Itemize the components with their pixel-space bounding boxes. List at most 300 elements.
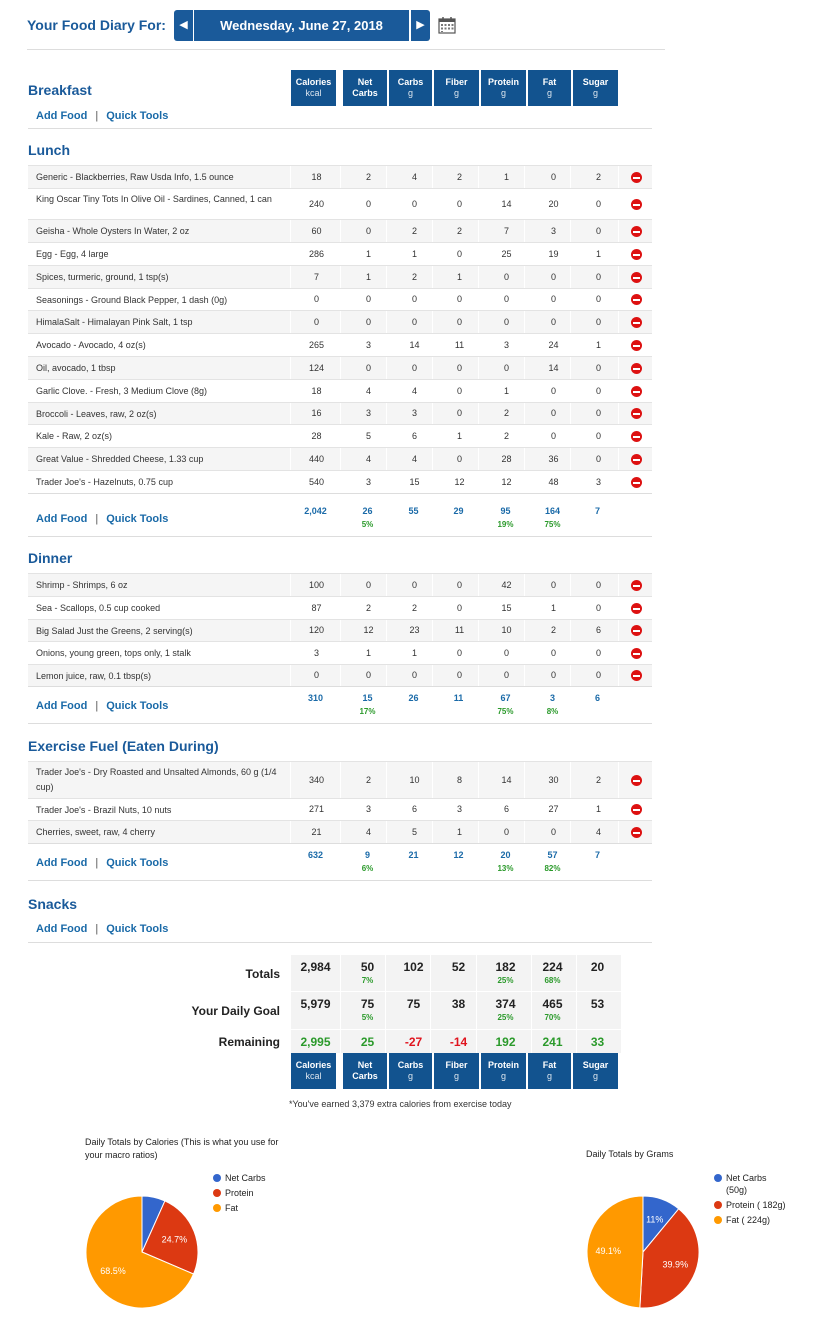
legend-label: Protein ( 182g) bbox=[726, 1200, 786, 1210]
food-row[interactable] bbox=[28, 402, 652, 424]
food-name[interactable]: Onions, young green, tops only, 1 stalk bbox=[36, 648, 191, 658]
add-food-link[interactable]: Add Food bbox=[36, 110, 88, 122]
column-separator bbox=[340, 334, 341, 357]
food-row[interactable] bbox=[28, 447, 652, 470]
meal-percent: 75% bbox=[544, 520, 561, 529]
column-separator bbox=[432, 380, 433, 403]
column-separator bbox=[340, 166, 341, 189]
meal-percent: 82% bbox=[544, 864, 561, 873]
nutrient-value: 7 bbox=[503, 225, 509, 236]
quick-tools-link[interactable]: Quick Tools bbox=[106, 923, 169, 935]
legend-label: Fat ( 224g) bbox=[726, 1215, 771, 1225]
column-separator bbox=[618, 166, 619, 189]
quick-tools-link[interactable]: Quick Tools bbox=[106, 857, 169, 869]
nutrient-value: 10 bbox=[501, 625, 512, 635]
nutrient-value: 0 bbox=[365, 225, 371, 236]
nutrient-value: 6 bbox=[411, 804, 417, 814]
meal-total: 6 bbox=[594, 693, 600, 703]
column-separator bbox=[570, 762, 571, 799]
column-label: Net bbox=[357, 1060, 373, 1070]
grams-chart-legend bbox=[714, 1172, 789, 1229]
nutrient-value: 0 bbox=[550, 670, 556, 680]
nutrient-value: 1 bbox=[503, 171, 509, 182]
column-separator bbox=[432, 642, 433, 665]
rows-bottom-divider bbox=[28, 686, 652, 687]
quick-tools-link[interactable]: Quick Tools bbox=[106, 513, 169, 525]
nutrient-value: 2 bbox=[411, 271, 417, 282]
column-separator bbox=[340, 311, 341, 334]
nutrient-value: 25 bbox=[501, 248, 512, 259]
column-separator bbox=[570, 642, 571, 665]
lunch-title: Lunch bbox=[28, 142, 70, 158]
column-separator bbox=[570, 334, 571, 357]
food-name[interactable]: Trader Joe's - Brazil Nuts, 10 nuts bbox=[36, 805, 172, 815]
column-separator bbox=[478, 574, 479, 597]
meal-total: 7 bbox=[594, 506, 600, 516]
calendar-icon[interactable] bbox=[438, 16, 456, 34]
food-name[interactable]: Lemon juice, raw, 0.1 tbsp(s) bbox=[36, 671, 152, 681]
nutrient-value: 4 bbox=[365, 453, 371, 464]
column-header-fiber bbox=[434, 1053, 479, 1089]
nutrient-value: 15 bbox=[409, 476, 420, 487]
nutrient-value: 1 bbox=[411, 248, 417, 259]
dinner-title: Dinner bbox=[28, 550, 73, 566]
meal-total: 29 bbox=[453, 506, 464, 516]
summary-value: 53 bbox=[590, 997, 605, 1011]
nutrient-value: 0 bbox=[503, 826, 509, 837]
column-separator bbox=[340, 597, 341, 620]
meal-percent: 5% bbox=[361, 520, 374, 529]
summary-value: 5,979 bbox=[300, 997, 331, 1011]
nutrient-value: 7 bbox=[313, 271, 319, 282]
column-separator bbox=[524, 166, 525, 189]
meal-percent: 8% bbox=[546, 707, 559, 716]
column-header-net bbox=[343, 70, 387, 106]
summary-percent: 68% bbox=[544, 976, 561, 985]
nutrient-value: 0 bbox=[365, 579, 371, 590]
delete-entry-icon[interactable] bbox=[631, 272, 642, 283]
food-name[interactable]: Sea - Scallops, 0.5 cup cooked bbox=[36, 603, 161, 613]
food-name[interactable]: King Oscar Tiny Tots In Olive Oil - Sardines, Canned, 1 can bbox=[36, 194, 272, 204]
column-separator bbox=[570, 574, 571, 597]
column-separator bbox=[570, 380, 571, 403]
column-separator bbox=[386, 425, 387, 448]
food-row[interactable] bbox=[28, 242, 652, 265]
summary-value: 75 bbox=[406, 997, 421, 1011]
column-separator bbox=[524, 380, 525, 403]
legend-swatch bbox=[714, 1174, 722, 1182]
nutrient-value: 0 bbox=[550, 316, 556, 327]
next-day-button[interactable] bbox=[411, 10, 430, 41]
delete-entry-icon[interactable] bbox=[631, 454, 642, 465]
column-separator bbox=[340, 243, 341, 266]
add-food-link[interactable]: Add Food bbox=[36, 857, 88, 869]
column-header-sugar bbox=[573, 1053, 618, 1089]
column-separator bbox=[386, 642, 387, 665]
column-separator bbox=[524, 597, 525, 620]
legend-label: Protein bbox=[225, 1188, 254, 1198]
column-separator bbox=[478, 311, 479, 334]
column-separator bbox=[340, 642, 341, 665]
column-header-calories bbox=[291, 70, 336, 106]
nutrient-value: 1 bbox=[595, 339, 601, 350]
food-name[interactable]: Garlic Clove. - Fresh, 3 Medium Clove (8g) bbox=[36, 386, 208, 396]
column-separator bbox=[290, 166, 291, 189]
column-separator bbox=[290, 220, 291, 243]
meal-total: 15 bbox=[362, 693, 373, 703]
column-separator bbox=[386, 380, 387, 403]
column-separator bbox=[478, 380, 479, 403]
column-sublabel: g bbox=[453, 1071, 459, 1081]
delete-entry-icon[interactable] bbox=[631, 648, 642, 659]
column-separator bbox=[340, 220, 341, 243]
delete-entry-icon[interactable] bbox=[631, 580, 642, 591]
legend-item bbox=[714, 1172, 789, 1196]
nutrient-value: 3 bbox=[365, 476, 371, 487]
column-sublabel: g bbox=[407, 88, 413, 98]
delete-entry-icon[interactable] bbox=[631, 827, 642, 838]
food-name[interactable]: Shrimp - Shrimps, 6 oz bbox=[36, 580, 128, 590]
breakfast-divider bbox=[28, 128, 652, 129]
calories-chart-title: Daily Totals by Calories (This is what you use for your macro ratios) bbox=[85, 1137, 279, 1160]
column-separator bbox=[524, 334, 525, 357]
nutrient-value: 6 bbox=[595, 625, 601, 635]
column-separator bbox=[290, 620, 291, 642]
column-sublabel: g bbox=[500, 88, 506, 98]
food-name[interactable]: Spices, turmeric, ground, 1 tsp(s) bbox=[36, 272, 169, 282]
column-sublabel: Carbs bbox=[352, 1071, 378, 1081]
nutrient-value: 0 bbox=[456, 647, 462, 658]
food-row[interactable] bbox=[28, 333, 652, 356]
column-label: Sugar bbox=[582, 77, 609, 87]
column-separator bbox=[290, 357, 291, 380]
column-separator bbox=[618, 448, 619, 471]
food-row[interactable] bbox=[28, 619, 652, 641]
nutrient-value: 42 bbox=[501, 579, 512, 590]
nutrient-value: 4 bbox=[411, 171, 417, 182]
nutrient-value: 18 bbox=[311, 171, 322, 182]
meal-percent: 75% bbox=[497, 707, 514, 716]
nutrient-value: 21 bbox=[311, 826, 322, 837]
column-separator bbox=[570, 166, 571, 189]
food-row[interactable] bbox=[28, 424, 652, 447]
column-separator bbox=[524, 425, 525, 448]
food-row[interactable] bbox=[28, 664, 652, 686]
column-label: Protein bbox=[487, 1060, 519, 1070]
column-separator bbox=[570, 357, 571, 380]
column-separator bbox=[340, 289, 341, 311]
food-row[interactable] bbox=[28, 219, 652, 242]
delete-entry-icon[interactable] bbox=[631, 340, 642, 351]
column-separator bbox=[618, 471, 619, 494]
column-separator bbox=[340, 665, 341, 687]
nutrient-value: 0 bbox=[456, 453, 462, 464]
column-separator bbox=[478, 597, 479, 620]
column-separator bbox=[618, 189, 619, 220]
food-row[interactable] bbox=[28, 798, 652, 820]
lunch-links bbox=[36, 513, 168, 525]
column-separator bbox=[524, 448, 525, 471]
nutrient-value: 11 bbox=[454, 339, 465, 350]
delete-entry-icon[interactable] bbox=[631, 477, 642, 488]
meal-total: 7 bbox=[594, 850, 600, 860]
column-separator bbox=[570, 403, 571, 425]
column-label: Calories bbox=[295, 77, 332, 87]
nutrient-value: 1 bbox=[550, 602, 556, 613]
column-separator bbox=[524, 403, 525, 425]
column-separator bbox=[570, 448, 571, 471]
nutrient-value: 0 bbox=[313, 294, 319, 304]
column-separator bbox=[524, 821, 525, 844]
meal-total: 9 bbox=[364, 850, 370, 860]
nutrient-value: 2 bbox=[411, 602, 417, 613]
add-food-link[interactable]: Add Food bbox=[36, 513, 88, 525]
nutrient-value: 4 bbox=[411, 385, 417, 396]
nutrient-value: 36 bbox=[548, 453, 559, 464]
food-name[interactable]: Trader Joe's - Dry Roasted and Unsalted Almonds, 60 g (1/4 cup) bbox=[36, 767, 277, 792]
delete-entry-icon[interactable] bbox=[631, 603, 642, 614]
column-separator bbox=[570, 821, 571, 844]
nutrient-value: 0 bbox=[456, 294, 462, 304]
column-separator bbox=[618, 311, 619, 334]
nutrient-value: 11 bbox=[454, 625, 465, 635]
column-label: Sugar bbox=[582, 1060, 609, 1070]
nutrient-value: 2 bbox=[456, 225, 462, 236]
column-separator bbox=[386, 311, 387, 334]
column-separator bbox=[618, 799, 619, 821]
nutrient-value: 0 bbox=[550, 647, 556, 658]
column-separator bbox=[386, 220, 387, 243]
nutrient-value: 48 bbox=[548, 476, 559, 487]
delete-entry-icon[interactable] bbox=[631, 294, 642, 305]
add-food-link[interactable]: Add Food bbox=[36, 923, 88, 935]
food-name[interactable]: Great Value - Shredded Cheese, 1.33 cup bbox=[36, 454, 204, 464]
nutrient-value: 2 bbox=[456, 171, 462, 182]
column-separator bbox=[478, 762, 479, 799]
exercise-calories-note: *You've earned 3,379 extra calories from exercise today bbox=[289, 1099, 512, 1109]
food-name[interactable]: Egg - Egg, 4 large bbox=[36, 249, 109, 259]
meal-total: 310 bbox=[307, 693, 324, 703]
column-separator bbox=[340, 448, 341, 471]
quick-tools-link[interactable]: Quick Tools bbox=[106, 700, 169, 712]
food-row[interactable] bbox=[28, 573, 652, 596]
rows-bottom-divider bbox=[28, 493, 652, 494]
column-separator bbox=[618, 665, 619, 687]
nutrient-value: 4 bbox=[365, 385, 371, 396]
nutrient-value: 0 bbox=[365, 294, 371, 304]
legend-item bbox=[213, 1187, 266, 1199]
column-separator bbox=[432, 166, 433, 189]
column-header-fat bbox=[528, 1053, 571, 1089]
nutrient-value: 28 bbox=[501, 453, 512, 464]
food-name[interactable]: Seasonings - Ground Black Pepper, 1 dash (0g) bbox=[36, 295, 228, 305]
column-separator bbox=[432, 471, 433, 494]
food-row[interactable] bbox=[28, 288, 652, 310]
quick-tools-link[interactable]: Quick Tools bbox=[106, 110, 169, 122]
column-separator bbox=[478, 642, 479, 665]
nutrient-value: 1 bbox=[365, 647, 371, 658]
snacks-links bbox=[36, 923, 168, 935]
food-name[interactable]: Broccoli - Leaves, raw, 2 oz(s) bbox=[36, 409, 157, 419]
nutrient-value: 0 bbox=[411, 670, 417, 680]
column-separator bbox=[432, 403, 433, 425]
nutrient-value: 27 bbox=[548, 804, 559, 814]
meal-total: 2,042 bbox=[304, 506, 327, 516]
breakfast-links bbox=[36, 110, 168, 122]
food-name[interactable]: Cherries, sweet, raw, 4 cherry bbox=[36, 827, 156, 837]
nutrient-value: 0 bbox=[595, 316, 601, 327]
nutrient-value: 120 bbox=[308, 625, 325, 635]
column-separator bbox=[618, 357, 619, 380]
meal-percent: 6% bbox=[361, 864, 374, 873]
column-separator bbox=[618, 334, 619, 357]
calories-chart-legend bbox=[213, 1172, 266, 1217]
column-separator bbox=[290, 266, 291, 289]
legend-swatch bbox=[714, 1216, 722, 1224]
column-label: Fiber bbox=[445, 1060, 468, 1070]
food-row[interactable] bbox=[28, 265, 652, 288]
column-separator bbox=[432, 220, 433, 243]
summary-value: -14 bbox=[449, 1035, 468, 1049]
column-separator bbox=[340, 574, 341, 597]
column-header-fiber bbox=[434, 70, 479, 106]
column-separator bbox=[570, 311, 571, 334]
nutrient-value: 0 bbox=[550, 385, 556, 396]
food-row[interactable] bbox=[28, 761, 652, 798]
delete-entry-icon[interactable] bbox=[631, 386, 642, 397]
nutrient-value: 0 bbox=[595, 670, 601, 680]
food-row[interactable] bbox=[28, 188, 652, 219]
delete-entry-icon[interactable] bbox=[631, 625, 642, 636]
column-separator bbox=[524, 642, 525, 665]
nutrient-value: 12 bbox=[501, 476, 512, 487]
nutrient-value: 4 bbox=[365, 826, 371, 837]
link-separator: | bbox=[95, 923, 99, 935]
column-separator bbox=[290, 403, 291, 425]
column-sublabel: Carbs bbox=[352, 88, 378, 98]
column-separator bbox=[478, 189, 479, 220]
column-header-carbs bbox=[389, 70, 432, 106]
column-separator bbox=[570, 425, 571, 448]
food-row[interactable] bbox=[28, 165, 652, 188]
column-separator bbox=[570, 665, 571, 687]
food-name[interactable]: Big Salad Just the Greens, 2 serving(s) bbox=[36, 626, 193, 636]
legend-label: Net Carbs (50g) bbox=[726, 1173, 767, 1195]
legend-label: Net Carbs bbox=[225, 1173, 266, 1183]
column-separator bbox=[290, 311, 291, 334]
nutrient-value: 0 bbox=[411, 362, 417, 373]
nutrient-value: 0 bbox=[550, 826, 556, 837]
nutrient-value: 12 bbox=[454, 476, 465, 487]
breakfast-title: Breakfast bbox=[28, 82, 92, 98]
food-name[interactable]: Avocado - Avocado, 4 oz(s) bbox=[36, 340, 146, 350]
food-name[interactable]: Generic - Blackberries, Raw Usda Info, 1.5 ounce bbox=[36, 172, 234, 182]
nutrient-value: 16 bbox=[311, 408, 322, 418]
legend-swatch bbox=[213, 1204, 221, 1212]
delete-entry-icon[interactable] bbox=[631, 172, 642, 183]
nutrient-value: 14 bbox=[501, 198, 512, 209]
food-name[interactable]: HimalaSalt - Himalayan Pink Salt, 1 tsp bbox=[36, 317, 193, 327]
summary-value: 241 bbox=[542, 1035, 563, 1049]
delete-entry-icon[interactable] bbox=[631, 226, 642, 237]
food-name[interactable]: Geisha - Whole Oysters In Water, 2 oz bbox=[36, 226, 190, 236]
nutrient-value: 0 bbox=[595, 294, 601, 304]
food-name[interactable]: Trader Joe's - Hazelnuts, 0.75 cup bbox=[36, 477, 173, 487]
nutrient-value: 540 bbox=[308, 476, 325, 487]
column-separator bbox=[386, 334, 387, 357]
food-row[interactable] bbox=[28, 310, 652, 333]
column-header-sugar bbox=[573, 70, 618, 106]
delete-entry-icon[interactable] bbox=[631, 408, 642, 419]
food-row[interactable] bbox=[28, 470, 652, 493]
column-separator bbox=[524, 220, 525, 243]
nutrient-value: 0 bbox=[456, 248, 462, 259]
nutrient-value: 2 bbox=[595, 774, 601, 785]
delete-entry-icon[interactable] bbox=[631, 670, 642, 681]
add-food-link[interactable]: Add Food bbox=[36, 700, 88, 712]
delete-entry-icon[interactable] bbox=[631, 775, 642, 786]
legend-item bbox=[213, 1202, 266, 1214]
nutrient-value: 1 bbox=[456, 271, 462, 282]
column-separator bbox=[618, 380, 619, 403]
column-separator bbox=[386, 821, 387, 844]
food-name[interactable]: Kale - Raw, 2 oz(s) bbox=[36, 431, 113, 441]
summary-value: 2,984 bbox=[300, 960, 331, 974]
nutrient-value: 286 bbox=[308, 248, 325, 259]
nutrient-value: 0 bbox=[365, 670, 371, 680]
column-separator bbox=[618, 597, 619, 620]
delete-entry-icon[interactable] bbox=[631, 431, 642, 442]
column-separator bbox=[478, 243, 479, 266]
food-row[interactable] bbox=[28, 641, 652, 664]
food-row[interactable] bbox=[28, 820, 652, 843]
nutrient-value: 2 bbox=[595, 171, 601, 182]
column-separator bbox=[478, 403, 479, 425]
column-sublabel: g bbox=[546, 1071, 552, 1081]
nutrient-value: 0 bbox=[365, 198, 371, 209]
food-name[interactable]: Oil, avocado, 1 tbsp bbox=[36, 363, 116, 373]
food-row[interactable] bbox=[28, 356, 652, 379]
prev-day-button[interactable] bbox=[174, 10, 193, 41]
nutrient-value: 12 bbox=[363, 625, 374, 635]
nutrient-value: 28 bbox=[311, 430, 322, 441]
delete-entry-icon[interactable] bbox=[631, 249, 642, 260]
nutrient-value: 0 bbox=[456, 408, 462, 418]
nutrient-value: 0 bbox=[595, 430, 601, 441]
column-separator bbox=[478, 166, 479, 189]
delete-entry-icon[interactable] bbox=[631, 363, 642, 374]
legend-item bbox=[714, 1214, 789, 1226]
nutrient-value: 3 bbox=[365, 408, 371, 418]
nutrient-value: 0 bbox=[595, 602, 601, 613]
caret-right-icon: ▶ bbox=[416, 19, 425, 31]
slice-label: 24.7% bbox=[161, 1234, 188, 1245]
column-header-fat bbox=[528, 70, 571, 106]
column-separator bbox=[290, 448, 291, 471]
column-separator bbox=[340, 471, 341, 494]
delete-entry-icon[interactable] bbox=[631, 199, 642, 210]
delete-entry-icon[interactable] bbox=[631, 317, 642, 328]
column-separator bbox=[618, 220, 619, 243]
column-separator bbox=[432, 821, 433, 844]
nutrient-value: 0 bbox=[503, 294, 509, 304]
food-row[interactable] bbox=[28, 596, 652, 619]
column-separator bbox=[618, 289, 619, 311]
food-row[interactable] bbox=[28, 379, 652, 402]
column-separator bbox=[432, 620, 433, 642]
summary-value: -27 bbox=[404, 1035, 423, 1049]
delete-entry-icon[interactable] bbox=[631, 804, 642, 815]
